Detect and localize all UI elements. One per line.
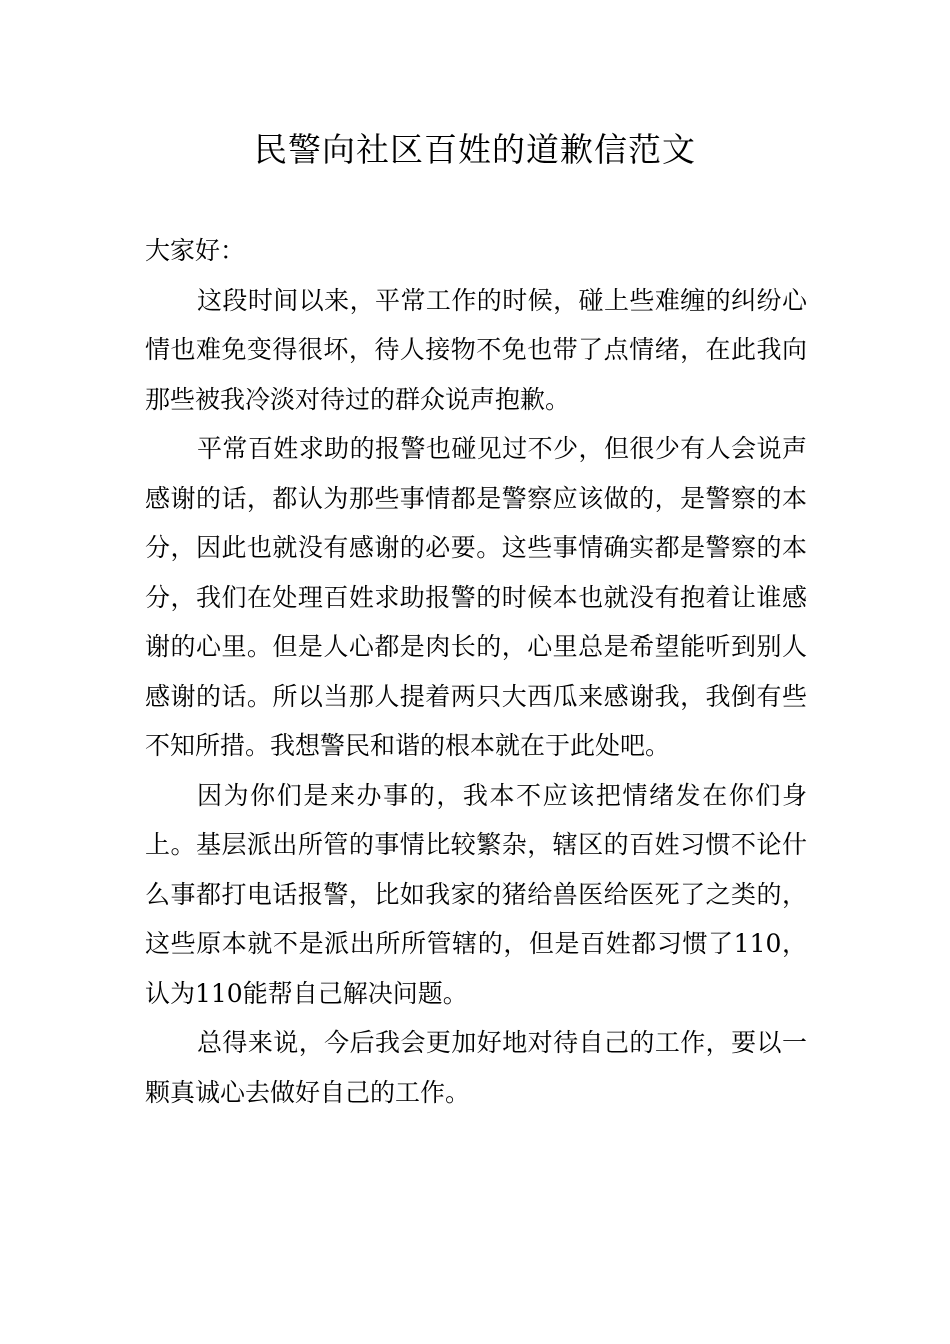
paragraph-2: 平常百姓求助的报警也碰见过不少，但很少有人会说声感谢的话，都认为那些事情都是警察应该做的，是警察的本分，因此也就没有感谢的必要。这些事情确实都是警察的本分，我们在处理百姓求助报警的时候本也就没有抱着让谁感谢的心里。但是人心都是肉长的，心里总是希望能听到别人感谢的话。所以当那人提着两只大西瓜来感谢我，我倒有些不知所措。我想警民和谐的根本就在于此处吧。 — [145, 434, 807, 760]
paragraph-3: 因为你们是来办事的，我本不应该把情绪发在你们身上。基层派出所管的事情比较繁杂，辖区的百姓习惯不论什么事都打电话报警，比如我家的猪给兽医给医死了之类的，这些原本就不是派出所所管辖的，但是百姓都习惯了110，认为110能帮自己解决问题。 — [145, 780, 807, 1008]
paragraph-4: 总得来说，今后我会更加好地对待自己的工作，要以一颗真诚心去做好自己的工作。 — [145, 1028, 807, 1107]
salutation: 大家好： — [145, 236, 246, 265]
document-title: 民警向社区百姓的道歉信范文 — [254, 130, 696, 169]
document-body — [145, 226, 807, 1117]
paragraph-1: 这段时间以来，平常工作的时候，碰上些难缠的纠纷心情也难免变得很坏，待人接物不免也带了点情绪，在此我向那些被我冷淡对待过的群众说声抱歉。 — [145, 285, 807, 414]
